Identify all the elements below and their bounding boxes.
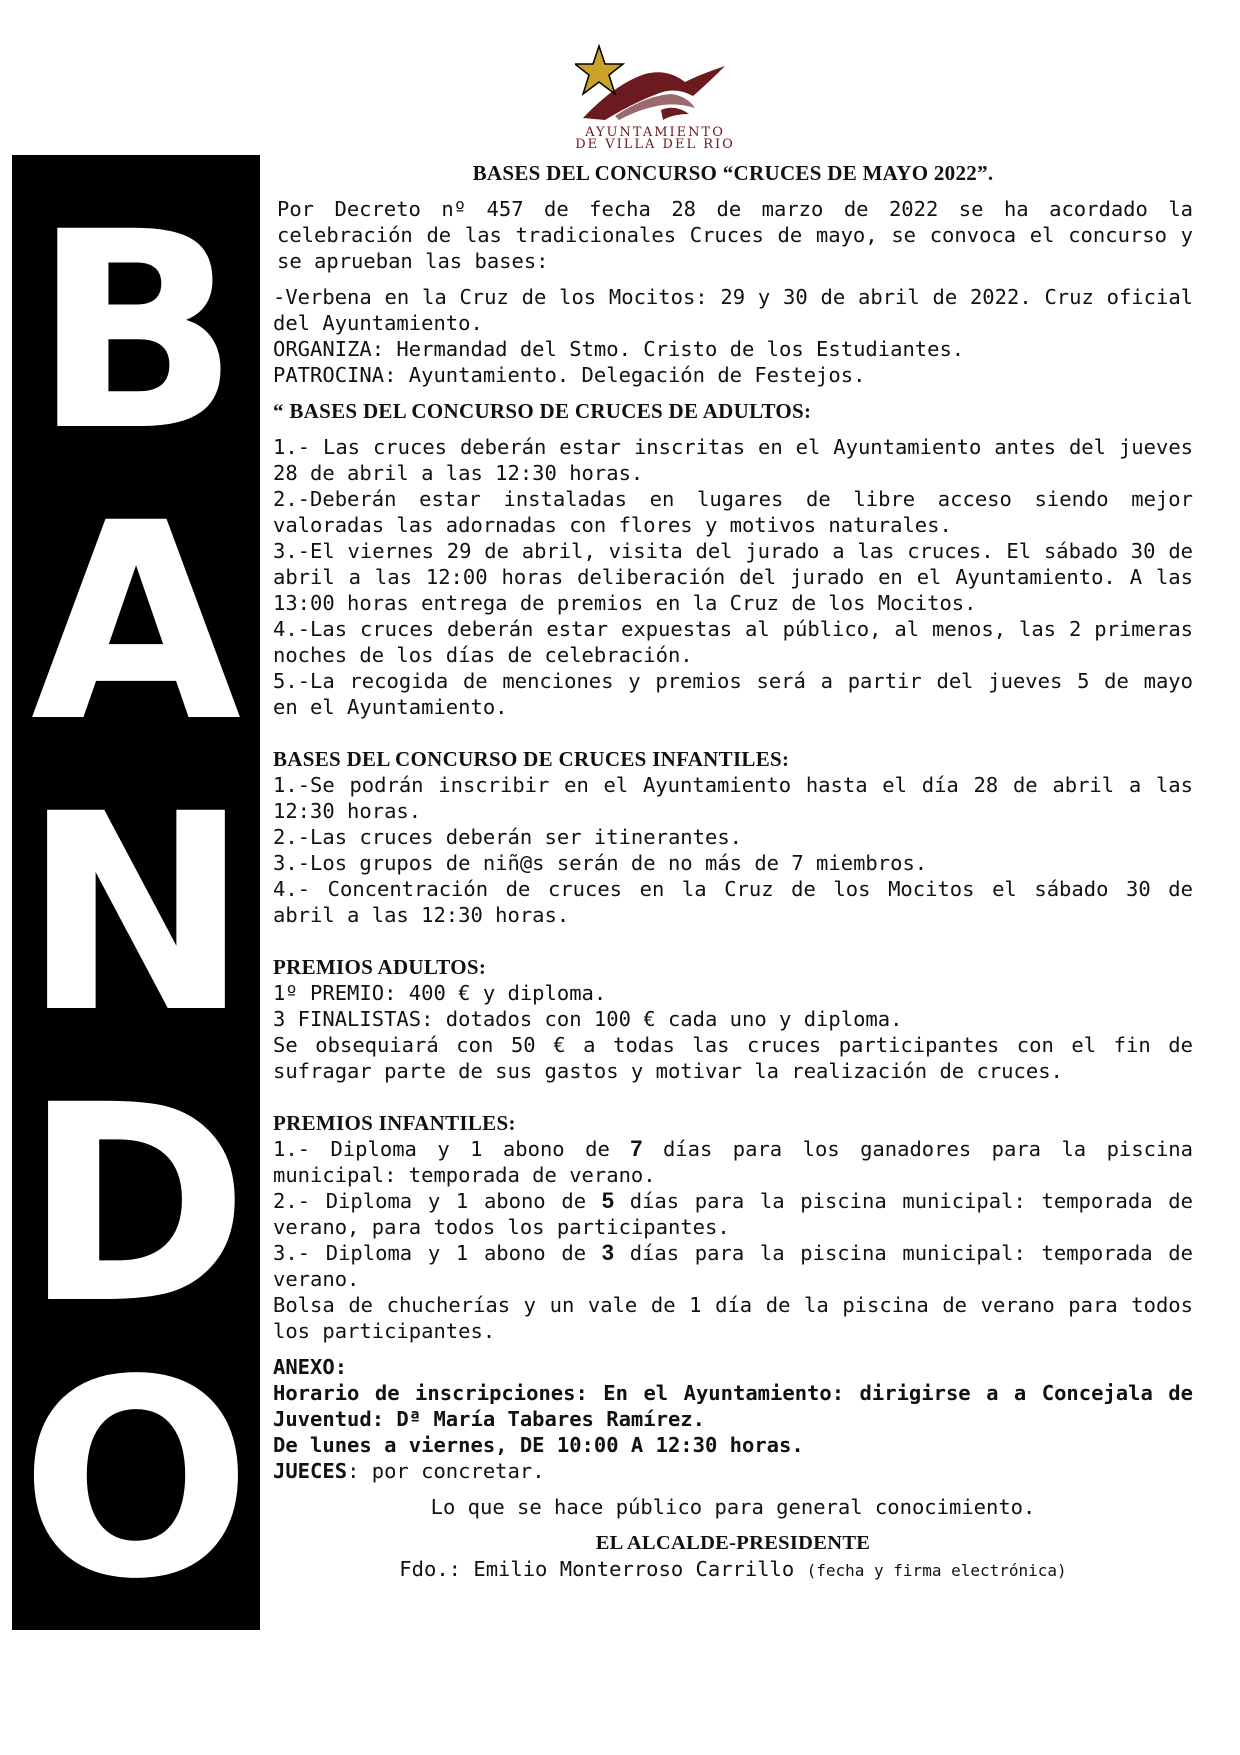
premios-adultos-item: 3 FINALISTAS: dotados con 100 € cada uno y diploma. [273, 1007, 903, 1031]
logo-line-1: AYUNTAMIENTO [585, 125, 725, 140]
prize-text: días para la piscina municipal: temporada de verano. [273, 1241, 1193, 1291]
adultos-item: 3.-El viernes 29 de abril, visita del jurado a las cruces. El sábado 30 de abril a las 12:00 horas deliberación del jurado en el Ayuntamiento. A las 13:00 horas entrega de premios en la Cruz de los Mocitos. [273, 539, 1193, 615]
ayuntamiento-logo [575, 44, 735, 152]
prize-text: 2.- Diploma y 1 abono de [273, 1189, 602, 1213]
prize-text: 1.- Diploma y 1 abono de [273, 1137, 631, 1161]
prize-days: 5 [601, 1188, 615, 1213]
bando-letter: O [20, 1323, 252, 1639]
bando-letter: N [22, 757, 250, 1073]
adultos-heading: “ BASES DEL CONCURSO DE CRUCES DE ADULTOS: [273, 399, 812, 423]
logo-line-2: DE VILLA DEL RIO [575, 137, 735, 152]
infantiles-item: 2.-Las cruces deberán ser itinerantes. [273, 825, 742, 849]
jueces-value: : por concretar. [347, 1459, 545, 1483]
premios-infantiles-item [273, 1188, 1193, 1240]
infantiles-item: 3.-Los grupos de niñ@s serán de no más de 7 miembros. [273, 851, 928, 875]
premios-infantiles-heading: PREMIOS INFANTILES: [273, 1111, 516, 1135]
adultos-item: 1.- Las cruces deberán estar inscritas en el Ayuntamiento antes del jueves 28 de abril a las 12:30 horas. [273, 435, 1193, 485]
prize-text: 3.- Diploma y 1 abono de [273, 1241, 602, 1265]
infantiles-item: 4.- Concentración de cruces en la Cruz de los Mocitos el sábado 30 de abril a las 12:30 horas. [273, 877, 1193, 927]
bando-letter: D [23, 1048, 249, 1364]
anexo-jueces [273, 1458, 1193, 1484]
page-title: BASES DEL CONCURSO “CRUCES DE MAYO 2022”. [472, 161, 994, 185]
signature-note: (fecha y firma electrónica) [806, 1561, 1067, 1580]
adultos-item: 4.-Las cruces deberán estar expuestas al público, al menos, las 2 primeras noches de los días de celebración. [273, 617, 1193, 667]
jueces-label: JUECES [273, 1459, 348, 1483]
premios-adultos-item: Se obsequiará con 50 € a todas las cruces participantes con el fin de sufragar parte de sus gastos y motivar la realización de cruces. [273, 1033, 1193, 1083]
premios-infantiles-item [273, 1240, 1193, 1292]
signature-name: Fdo.: Emilio Monterroso Carrillo [399, 1557, 795, 1581]
anexo-dias: De lunes a viernes, DE 10:00 A 12:30 horas. [273, 1433, 804, 1457]
patrocina-line: PATROCINA: Ayuntamiento. Delegación de Festejos. [273, 363, 866, 387]
signature-title: EL ALCALDE-PRESIDENTE [595, 1532, 871, 1554]
infantiles-item: 1.-Se podrán inscribir en el Ayuntamiento hasta el día 28 de abril a las 12:30 horas. [273, 773, 1193, 823]
adultos-item: 2.-Deberán estar instaladas en lugares de libre acceso siendo mejor valoradas las adornadas con flores y motivos naturales. [273, 487, 1193, 537]
verbena-line: -Verbena en la Cruz de los Mocitos: 29 y 30 de abril de 2022. Cruz oficial del Ayuntamiento. [273, 285, 1193, 335]
infantiles-heading: BASES DEL CONCURSO DE CRUCES INFANTILES: [273, 747, 790, 771]
bando-letter: B [32, 175, 240, 491]
prize-days: 3 [601, 1240, 615, 1265]
premios-adultos-heading: PREMIOS ADULTOS: [273, 955, 487, 979]
anexo-horario: Horario de inscripciones: En el Ayuntamiento: dirigirse a a Concejala de Juventud: Dª María Tabares Ramírez. [273, 1381, 1193, 1431]
prize-text: días para los ganadores para la piscina municipal: temporada de verano. [273, 1137, 1193, 1187]
document-body [273, 160, 1193, 1584]
bando-letter: A [30, 466, 242, 782]
intro-paragraph: Por Decreto nº 457 de fecha 28 de marzo de 2022 se ha acordado la celebración de las tradicionales Cruces de mayo, se convoca el concurso y se aprueban las bases: [277, 197, 1193, 273]
adultos-item: 5.-La recogida de menciones y premios será a partir del jueves 5 de mayo en el Ayuntamiento. [273, 669, 1193, 719]
premios-adultos-item: 1º PREMIO: 400 € y diploma. [273, 981, 607, 1005]
organiza-line: ORGANIZA: Hermandad del Stmo. Cristo de los Estudiantes. [273, 337, 965, 361]
prize-days: 7 [630, 1136, 643, 1161]
prize-text: días para la piscina municipal: temporada de verano, para todos los participantes. [273, 1189, 1193, 1239]
anexo-heading: ANEXO: [273, 1355, 348, 1379]
logo-emblem-icon [575, 44, 735, 126]
premios-infantiles-item [273, 1136, 1193, 1188]
premios-infantiles-item: Bolsa de chucherías y un vale de 1 día de la piscina de verano para todos los participantes. [273, 1293, 1193, 1343]
closing-line: Lo que se hace público para general conocimiento. [430, 1495, 1036, 1519]
signature-line [273, 1556, 1193, 1584]
bando-banner [12, 155, 260, 1639]
